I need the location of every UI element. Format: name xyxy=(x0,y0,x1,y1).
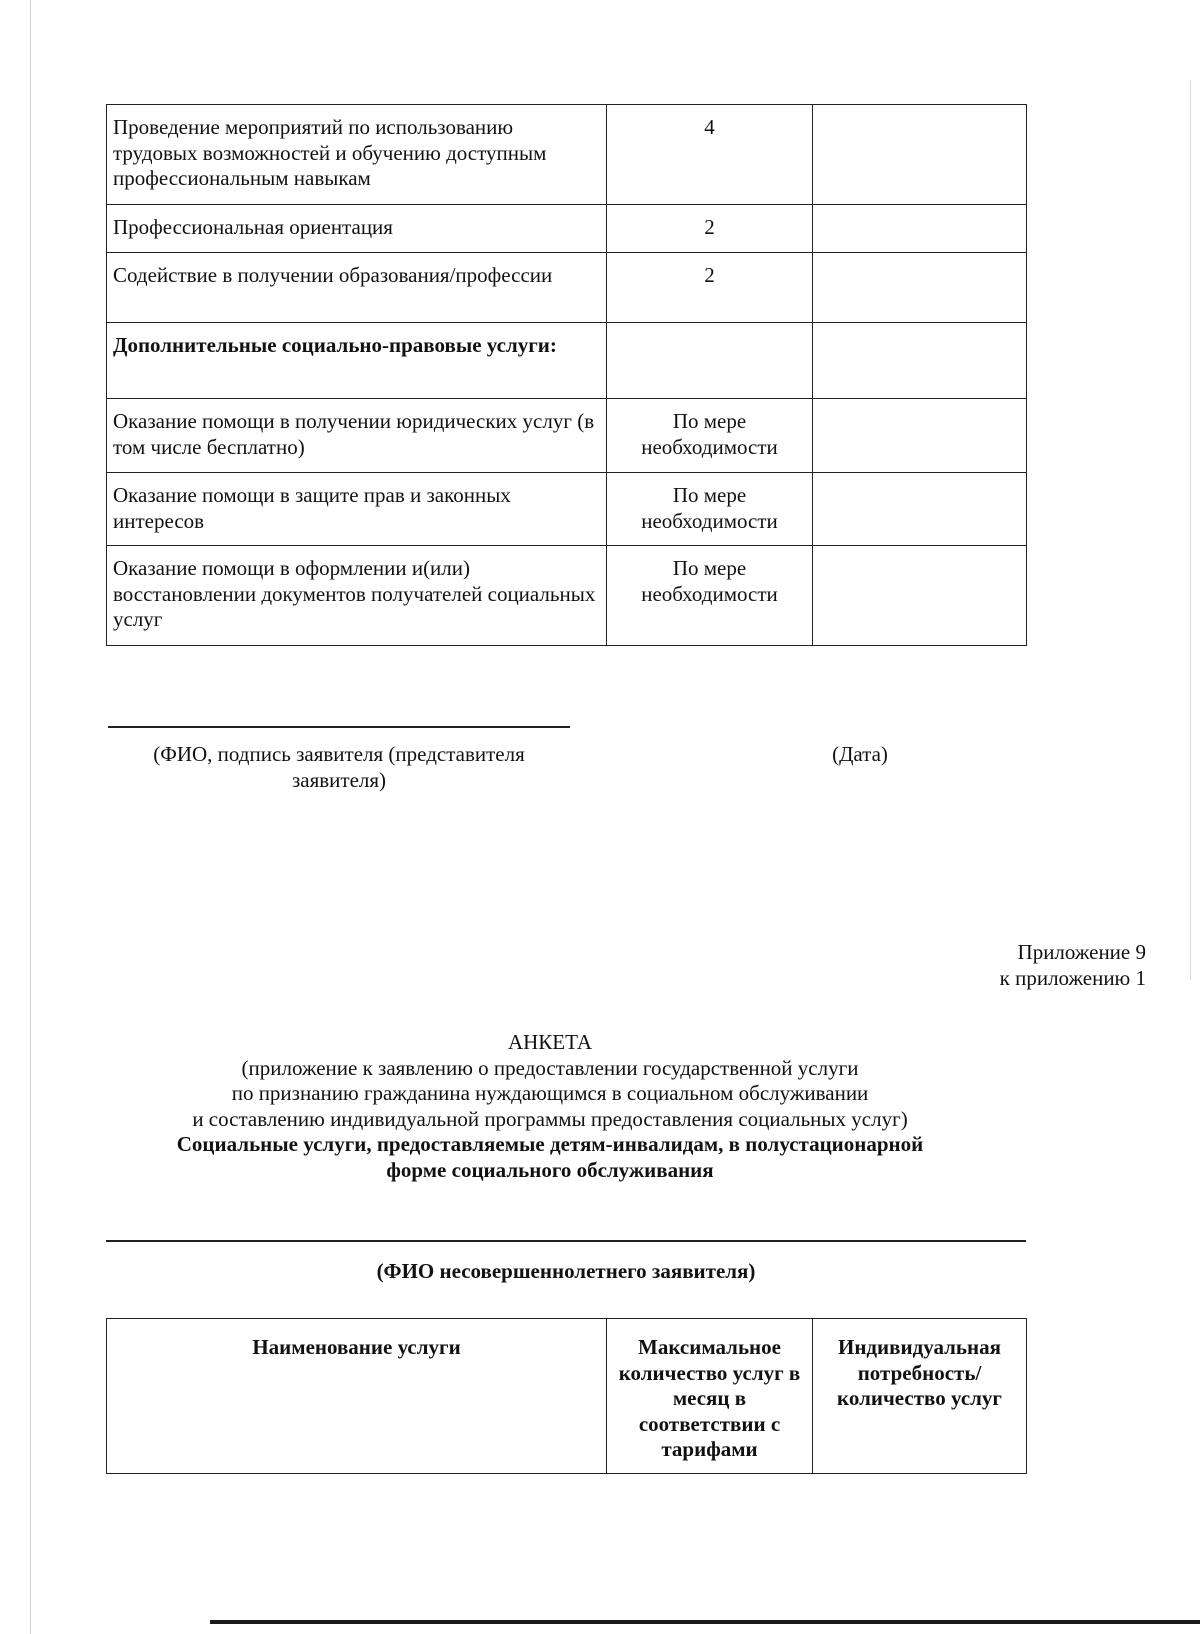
scan-edge-right xyxy=(1190,80,1191,980)
column-header-individual-need: Индивидуальная потребность/количество услуг xyxy=(813,1319,1027,1474)
table-row xyxy=(107,546,1027,646)
table-header-row xyxy=(107,1319,1027,1474)
appendix-number: Приложение 9 xyxy=(1017,940,1146,964)
minor-applicant-name-line[interactable] xyxy=(106,1240,1026,1242)
max-count-cell: По мере необходимости xyxy=(607,546,813,646)
scan-bottom-edge xyxy=(210,1620,1200,1624)
form-subtitle-line: по признанию гражданина нуждающимся в социальном обслуживании xyxy=(231,1081,869,1106)
minor-applicant-name-caption: (ФИО несовершеннолетнего заявителя) xyxy=(376,1259,756,1283)
signature-caption: (ФИО, подпись заявителя (представителя заявителя) xyxy=(153,742,525,792)
individual-need-cell[interactable] xyxy=(813,205,1027,253)
table-row xyxy=(107,323,1027,399)
scan-edge-left xyxy=(30,0,31,1634)
individual-need-cell[interactable] xyxy=(813,253,1027,323)
individual-need-cell[interactable] xyxy=(813,546,1027,646)
table-row xyxy=(107,253,1027,323)
individual-need-cell[interactable] xyxy=(813,399,1027,473)
form-subtitle-line: и составлению индивидуальной программы предоставления социальных услуг) xyxy=(192,1106,908,1131)
table-row xyxy=(107,105,1027,205)
service-name-cell: Проведение мероприятий по использованию трудовых возможностей и обучению доступным профессиональным навыкам xyxy=(107,105,607,205)
individual-need-cell[interactable] xyxy=(813,105,1027,205)
table-row xyxy=(107,205,1027,253)
max-count-cell: По мере необходимости xyxy=(607,473,813,546)
appendix-reference: к приложению 1 xyxy=(999,965,1146,990)
form-title-block xyxy=(100,1030,1000,1184)
individual-need-cell[interactable] xyxy=(813,473,1027,546)
services-table-header xyxy=(106,1318,1027,1474)
appendix-label xyxy=(1000,940,1146,991)
column-header-max-count: Максимальное количество услуг в месяц в соответствии с тарифами xyxy=(607,1319,813,1474)
table-row xyxy=(107,473,1027,546)
column-header-service-name: Наименование услуги xyxy=(107,1319,607,1474)
max-count-cell: По мере необходимости xyxy=(607,399,813,473)
max-count-cell xyxy=(607,323,813,399)
date-caption: (Дата) xyxy=(832,742,888,766)
service-name-cell: Оказание помощи в получении юридических услуг (в том числе бесплатно) xyxy=(107,399,607,473)
service-name-cell: Содействие в получении образования/профессии xyxy=(107,253,607,323)
section-heading-cell: Дополнительные социально-правовые услуги: xyxy=(107,323,607,399)
signature-line[interactable] xyxy=(108,726,570,728)
form-heading-line: форме социального обслуживания xyxy=(386,1158,714,1183)
max-count-cell: 2 xyxy=(607,205,813,253)
max-count-cell: 2 xyxy=(607,253,813,323)
individual-need-cell xyxy=(813,323,1027,399)
table-row xyxy=(107,399,1027,473)
form-subtitle-line: (приложение к заявлению о предоставлении государственной услуги xyxy=(241,1055,859,1080)
form-heading-line: Социальные услуги, предоставляемые детям-инвалидам, в полустационарной xyxy=(176,1132,924,1157)
service-name-cell: Оказание помощи в оформлении и(или) восстановлении документов получателей социальных услуг xyxy=(107,546,607,646)
form-title: АНКЕТА xyxy=(507,1030,593,1054)
max-count-cell: 4 xyxy=(607,105,813,205)
services-table-continued xyxy=(106,104,1027,646)
service-name-cell: Оказание помощи в защите прав и законных интересов xyxy=(107,473,607,546)
service-name-cell: Профессиональная ориентация xyxy=(107,205,607,253)
